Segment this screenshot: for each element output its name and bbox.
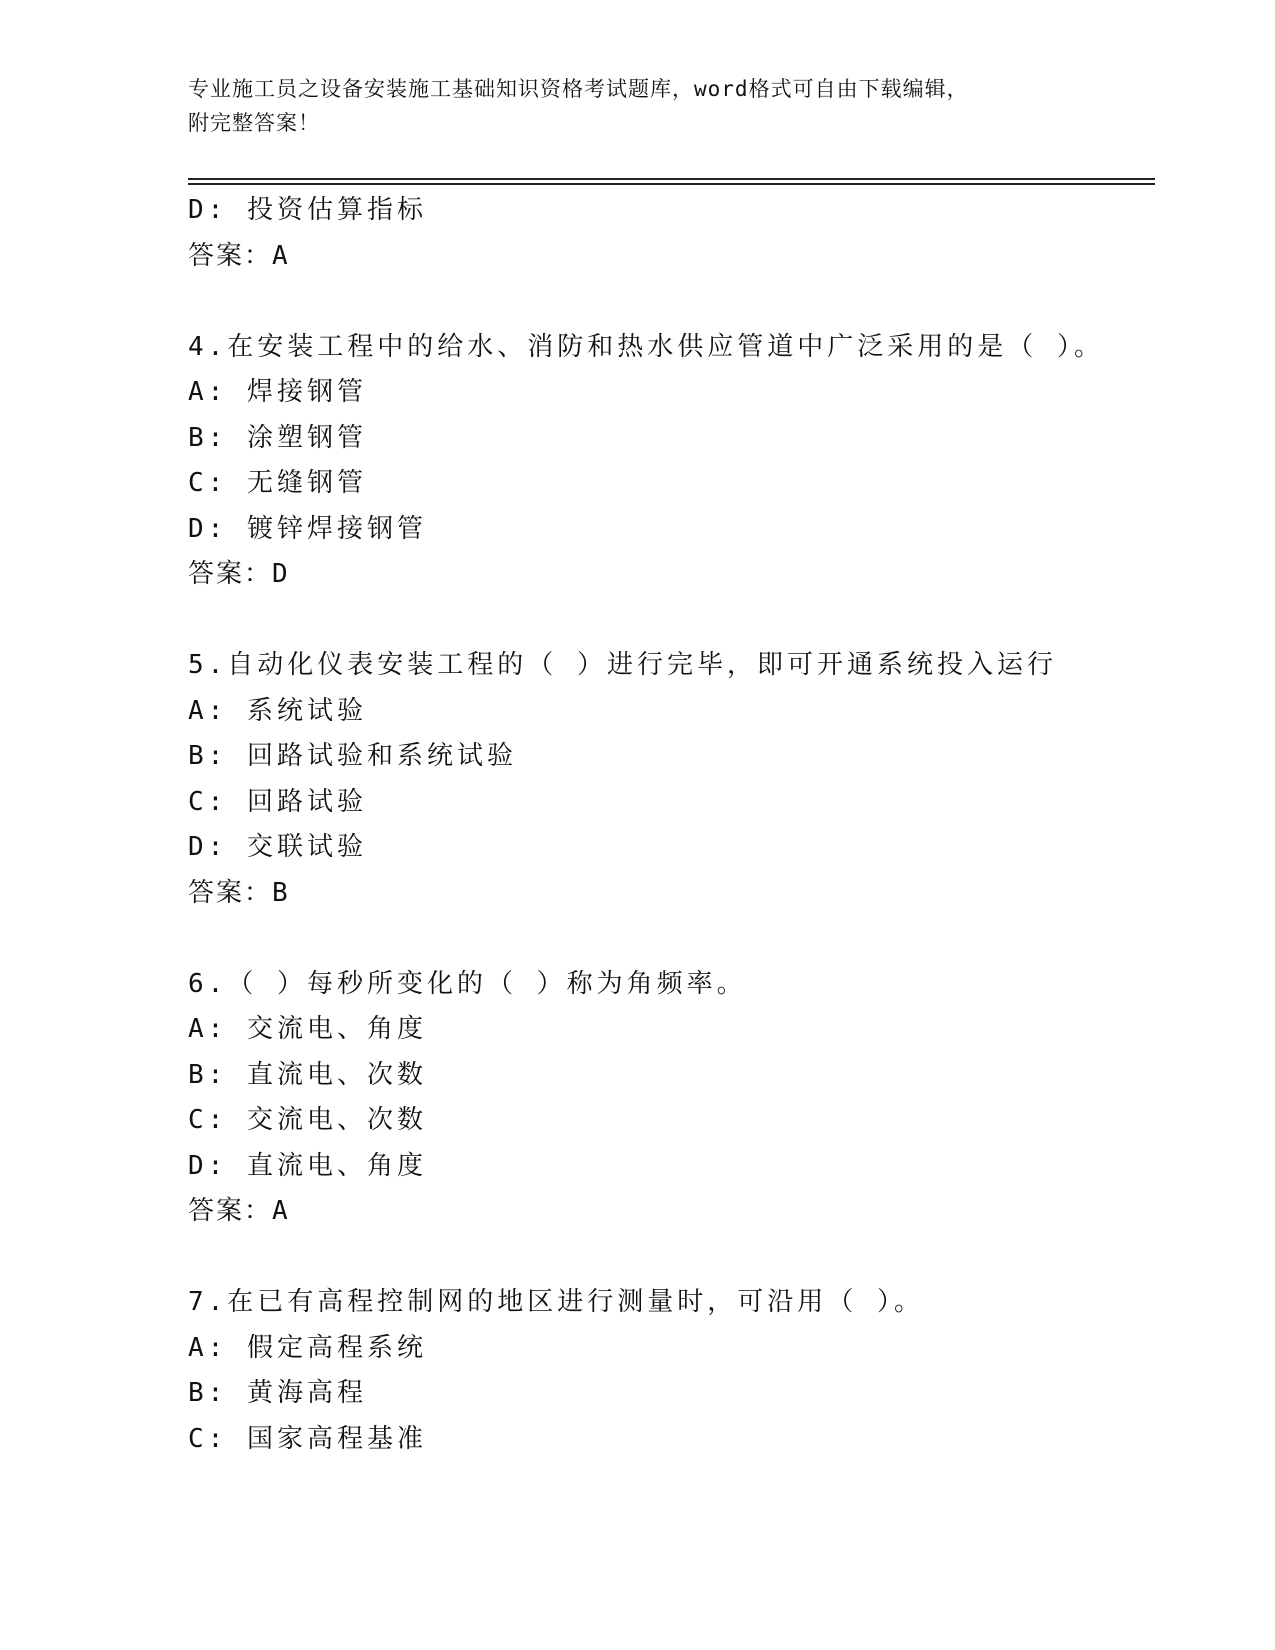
option-a: A: 假定高程系统 bbox=[188, 1332, 427, 1363]
header-line-1: 专业施工员之设备安装施工基础知识资格考试题库，word格式可自由下载编辑， bbox=[188, 77, 969, 101]
question-7 bbox=[188, 1280, 1155, 1462]
document-header bbox=[188, 72, 1088, 140]
question-6 bbox=[188, 962, 1155, 1235]
answer-line: 答案：A bbox=[188, 240, 290, 271]
option-b: B: 回路试验和系统试验 bbox=[188, 741, 517, 771]
option-c: C: 无缝钢管 bbox=[188, 468, 367, 498]
header-line-2: 附完整答案！ bbox=[188, 111, 320, 135]
question-stem: 7.在已有高程控制网的地区进行测量时，可沿用（ ）。 bbox=[188, 1287, 924, 1317]
spacer bbox=[188, 598, 1155, 644]
option-c: C: 交流电、次数 bbox=[188, 1105, 427, 1135]
option-b: B: 黄海高程 bbox=[188, 1378, 367, 1408]
question-stem: 6.（ ）每秒所变化的（ ）称为角频率。 bbox=[188, 968, 747, 999]
option-c: C: 国家高程基准 bbox=[188, 1423, 427, 1454]
question-stem: 4.在安装工程中的给水、消防和热水供应管道中广泛采用的是（ ）。 bbox=[188, 331, 1104, 362]
answer-line: 答案：B bbox=[188, 877, 290, 908]
option-a: A: 交流电、角度 bbox=[188, 1014, 427, 1044]
question-4 bbox=[188, 325, 1155, 598]
answer-line: 答案：A bbox=[188, 1196, 290, 1226]
header-divider-top bbox=[188, 178, 1155, 180]
spacer bbox=[188, 1235, 1155, 1281]
spacer bbox=[188, 279, 1155, 325]
answer-line: 答案：D bbox=[188, 559, 290, 589]
header-divider-bottom bbox=[188, 183, 1155, 185]
spacer bbox=[188, 916, 1155, 962]
question-stem: 5.自动化仪表安装工程的（ ）进行完毕，即可开通系统投入运行 bbox=[188, 650, 1057, 680]
question-3-tail bbox=[188, 188, 1155, 279]
question-list bbox=[188, 188, 1155, 1462]
option-a: A: 焊接钢管 bbox=[188, 377, 367, 407]
option-a: A: 系统试验 bbox=[188, 695, 367, 726]
option-d: D: 镀锌焊接钢管 bbox=[188, 513, 427, 544]
option-b: B: 涂塑钢管 bbox=[188, 422, 367, 453]
option-d: D: 交联试验 bbox=[188, 832, 367, 862]
option-d: D: 直流电、角度 bbox=[188, 1150, 427, 1181]
option-c: C: 回路试验 bbox=[188, 786, 367, 817]
option-b: B: 直流电、次数 bbox=[188, 1059, 427, 1090]
option-d: D: 投资估算指标 bbox=[188, 195, 427, 225]
question-5 bbox=[188, 643, 1155, 916]
